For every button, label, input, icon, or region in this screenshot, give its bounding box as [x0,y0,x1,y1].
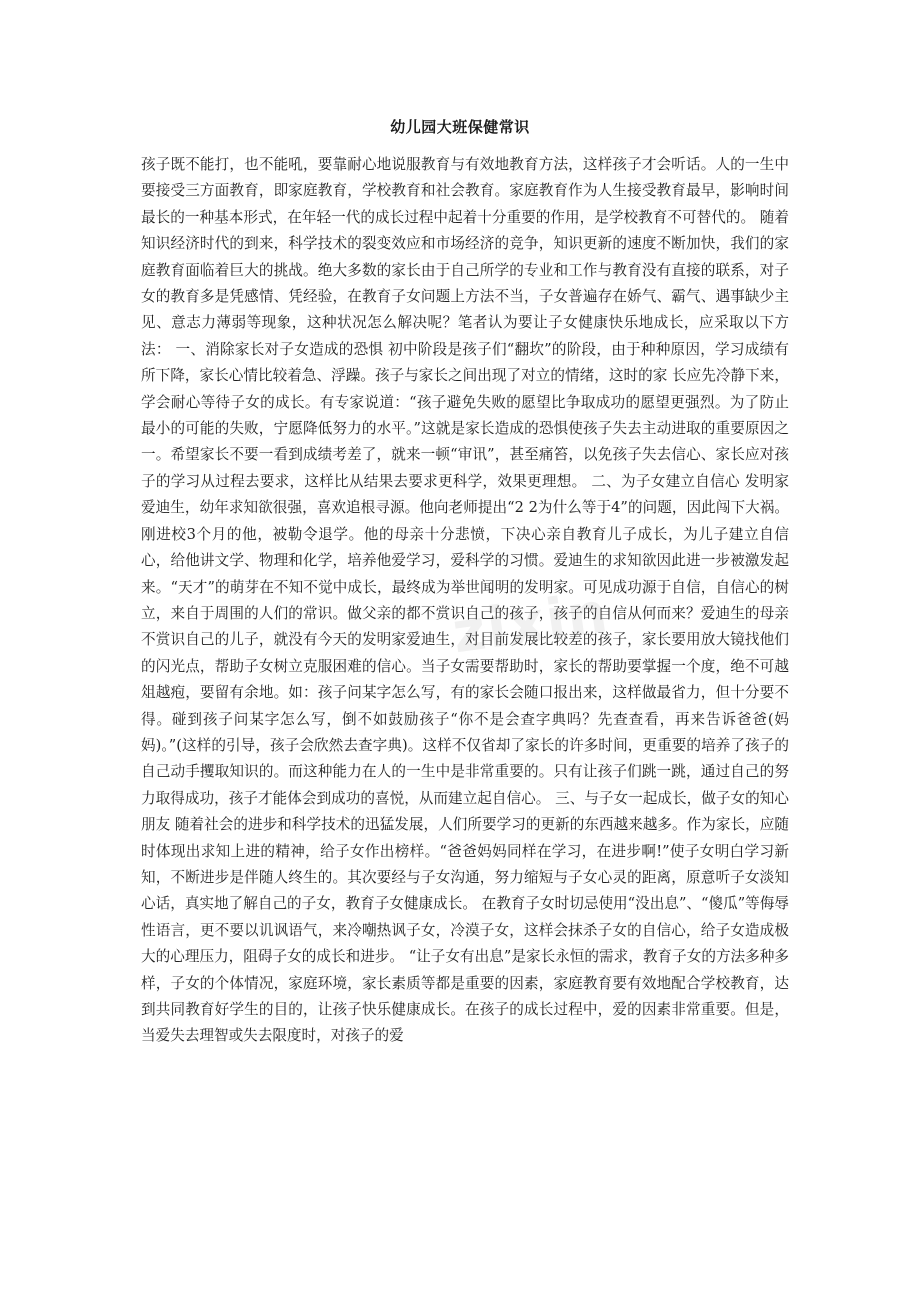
document-body: 孩子既不能打，也不能吼，要靠耐心地说服教育与有效地教育方法，这样孩子才会听话。人的一生中要接受三方面教育，即家庭教育，学校教育和社会教育。家庭教育作为人生接受教育最早，影响时间最长的一种基本形式，在年轻一代的成长过程中起着十分重要的作用，是学校教育不可替代的。 随着知识经济时代的到来，科学技术的裂变效应和市场经济的竞争，知识更新的速度不断加快，我们的家庭教育面临着巨大的挑战。绝大多数的家长由于自己所学的专业和工作与教育没有直接的联系，对子女的教育多是凭感情、凭经验，在教育子女问题上方法不当，子女普遍存在娇气、霸气、遇事缺少主见、意志力薄弱等现象，这种状况怎么解决呢？笔者认为要让子女健康快乐地成长，应采取以下方法： 一、消除家长对子女造成的恐惧 初中阶段是孩子们“翻坎”的阶段，由于种种原因，学习成绩有所下降，家长心情比较着急、浮躁。孩子与家长之间出现了对立的情绪，这时的家 长应先冷静下来，学会耐心等待子女的成长。有专家说道：“孩子避免失败的愿望比争取成功的愿望更强烈。为了防止最小的可能的失败，宁愿降低努力的水平。”这就是家长造成的恐惧使孩子失去主动进取的重要原因之一。希望家长不要一看到成绩考差了，就来一顿“审讯”，甚至痛笞，以免孩子失去信心、家长应对孩子的学习从过程去要求，这样比从结果去要求更科学，效果更理想。 二、为子女建立自信心 发明家爱迪生，幼年求知欲很强，喜欢追根寻源。他向老师提出“2 2为什么等于4”的问题，因此闯下大祸。刚进校3个月的他，被勒令退学。他的母亲十分悲愤，下决心亲自教育儿子成长，为儿子建立自信心，给他讲文学、物理和化学，培养他爱学习，爱科学的习惯。爱迪生的求知欲因此进一步被激发起来。“天才”的萌芽在不知不觉中成长，最终成为举世闻明的发明家。可见成功源于自信，自信心的树立，来自于周围的人们的常识。做父亲的都不赏识自己的孩子，孩子的自信从何而来？爱迪生的母亲不赏识自己的儿子，就没有今天的发明家爱迪生，对目前发展比较差的孩子，家长要用放大镜找他们的闪光点，帮助子女树立克服困难的信心。当子女需要帮助时，家长的帮助要掌握一个度，绝不可越俎越疱，要留有余地。如：孩子问某字怎么写，有的家长会随口报出来，这样做最省力，但十分要不得。碰到孩子问某字怎么写，倒不如鼓励孩子“你不是会查字典吗？先查查看，再来告诉爸爸(妈妈)。”(这样的引导，孩子会欣然去查字典)。这样不仅省却了家长的许多时间，更重要的培养了孩子的自己动手攫取知识的。而这种能力在人的一生中是非常重要的。只有让孩子们跳一跳，通过自己的努力取得成功，孩子才能体会到成功的喜悦，从而建立起自信心。 三、与子女一起成长，做子女的知心朋友 随着社会的进步和科学技术的迅猛发展，人们所要学习的更新的东西越来越多。作为家长，应随时体现出求知上进的精神，给子女作出榜样。“爸爸妈妈同样在学习，在进步啊!”使子女明白学习新知，不断进步是伴随人终生的。其次要经与子女沟通，努力缩短与子女心灵的距离，原意听子女淡知心话，真实地了解自己的子女，教育子女健康成长。 在教育子女时切忌使用“没出息”、“傻瓜”等侮辱性语言，更不要以讥讽语气，来冷嘲热讽子女，冷漠子女，这样会抹杀子女的自信心，给子女造成极大的心理压力，阻碍子女的成长和进步。 “让子女有出息”是家长永恒的需求，教育子女的方法多种多样，子女的个体情况，家庭环境，家长素质等都是重要的因素，家庭教育要有效地配合学校教育，达到共同教育好学生的目的，让孩子快乐健康成长。在孩子的成长过程中，爱的因素非常重要。但是，当爱失去理智或失去限度时，对孩子的爱 [141,156,789,1045]
watermark: zixin [448,580,614,667]
document-title: 幼儿园大班保健常识 [390,118,530,136]
